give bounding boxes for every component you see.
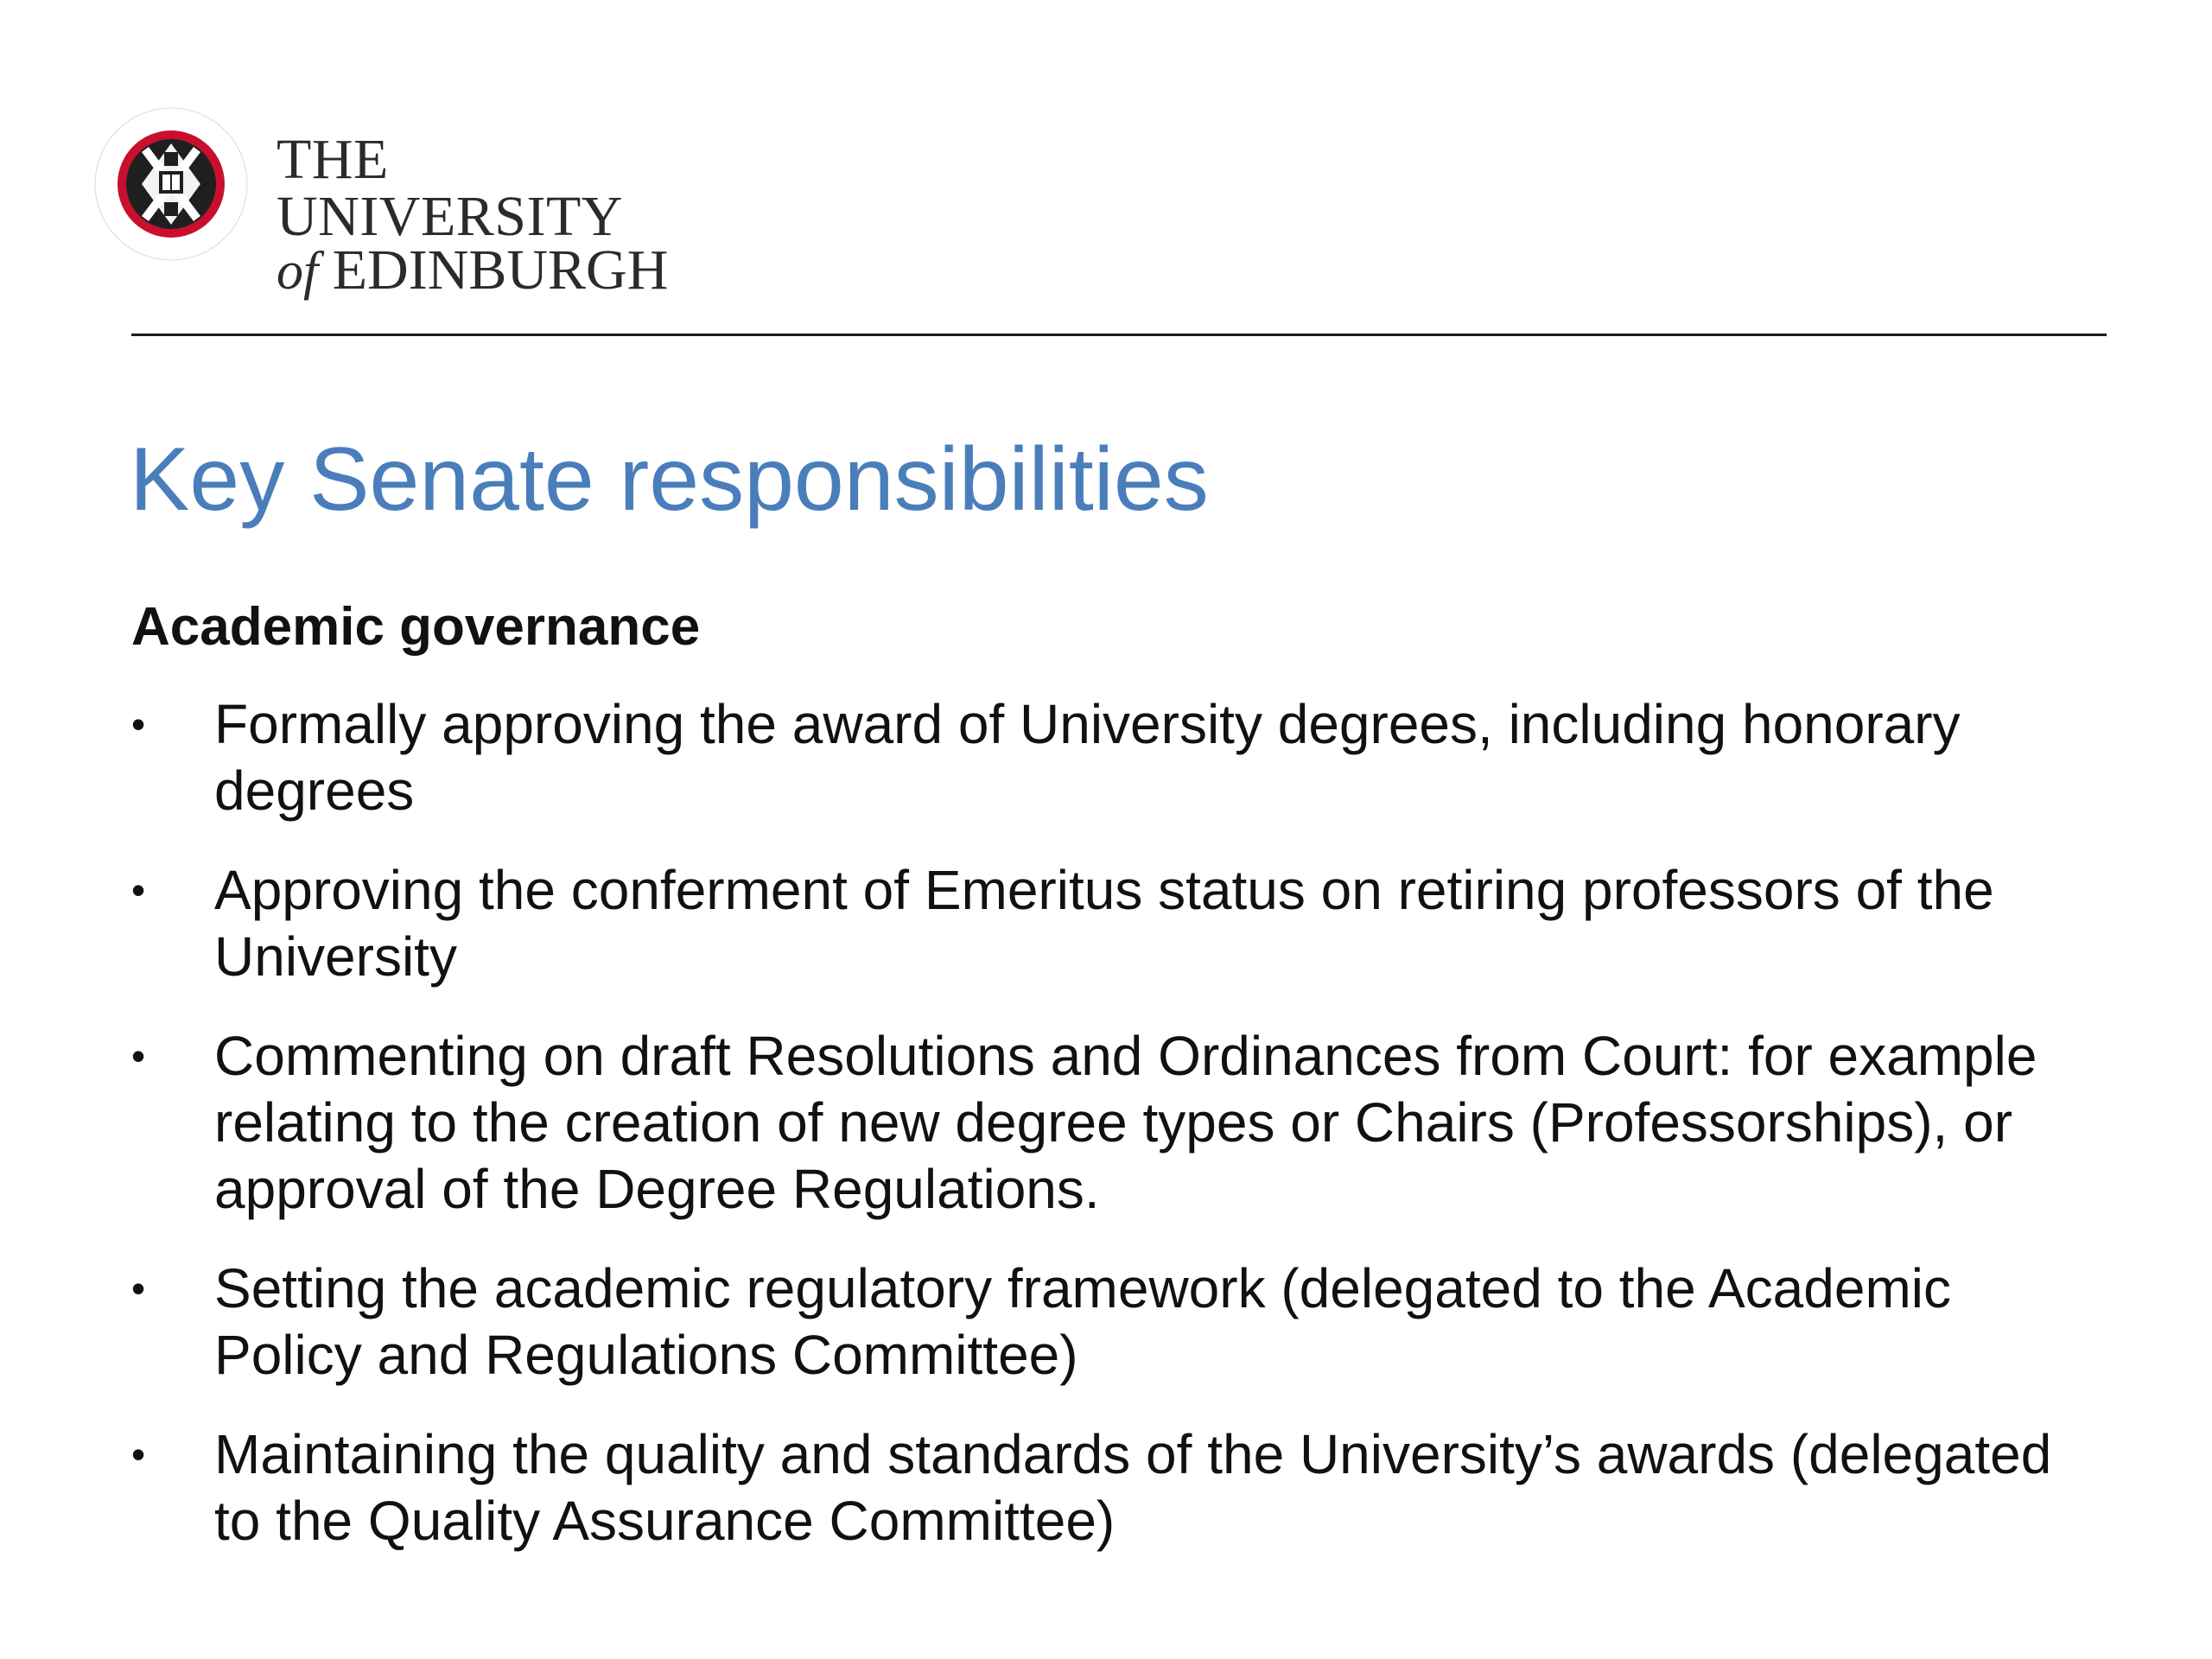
header-divider xyxy=(131,334,2107,336)
bullet-icon: • xyxy=(131,1266,146,1311)
bullet-icon: • xyxy=(131,1033,146,1078)
slide-title: Key Senate responsibilities xyxy=(130,429,1209,530)
list-item-text: Approving the conferment of Emeritus status on retiring professors of the University xyxy=(214,859,1994,988)
list-item-text: Maintaining the quality and standards of the University’s awards (delegated to the Quality Assurance Committee) xyxy=(214,1423,2052,1552)
bullet-icon: • xyxy=(131,868,146,912)
list-item-text: Setting the academic regulatory framework (delegated to the Academic Policy and Regulations Committee) xyxy=(214,1257,1951,1386)
bullet-icon: • xyxy=(131,702,146,747)
university-crest-icon xyxy=(93,102,249,266)
bullet-icon: • xyxy=(131,1432,146,1477)
logo-line-1: THE UNIVERSITY xyxy=(276,128,623,248)
logo-edinburgh: EDINBURGH xyxy=(332,238,669,302)
university-logo xyxy=(93,102,733,302)
list-item-text: Formally approving the award of University degrees, including honorary degrees xyxy=(214,693,1961,822)
list-item-text: Commenting on draft Resolutions and Ordinances from Court: for example relating to the creation of new degree types or Chairs (Professorships), or approval of the Degree Regulations. xyxy=(214,1025,2037,1220)
responsibilities-list xyxy=(131,691,2101,1587)
logo-line-2 xyxy=(276,238,733,302)
list-item xyxy=(131,857,2101,990)
list-item xyxy=(131,1255,2101,1389)
list-item xyxy=(131,1421,2101,1554)
list-item xyxy=(131,691,2101,824)
section-subheading: Academic governance xyxy=(131,597,701,657)
list-item xyxy=(131,1023,2101,1223)
logo-of: of xyxy=(276,242,319,301)
logo-wordmark xyxy=(276,128,733,302)
